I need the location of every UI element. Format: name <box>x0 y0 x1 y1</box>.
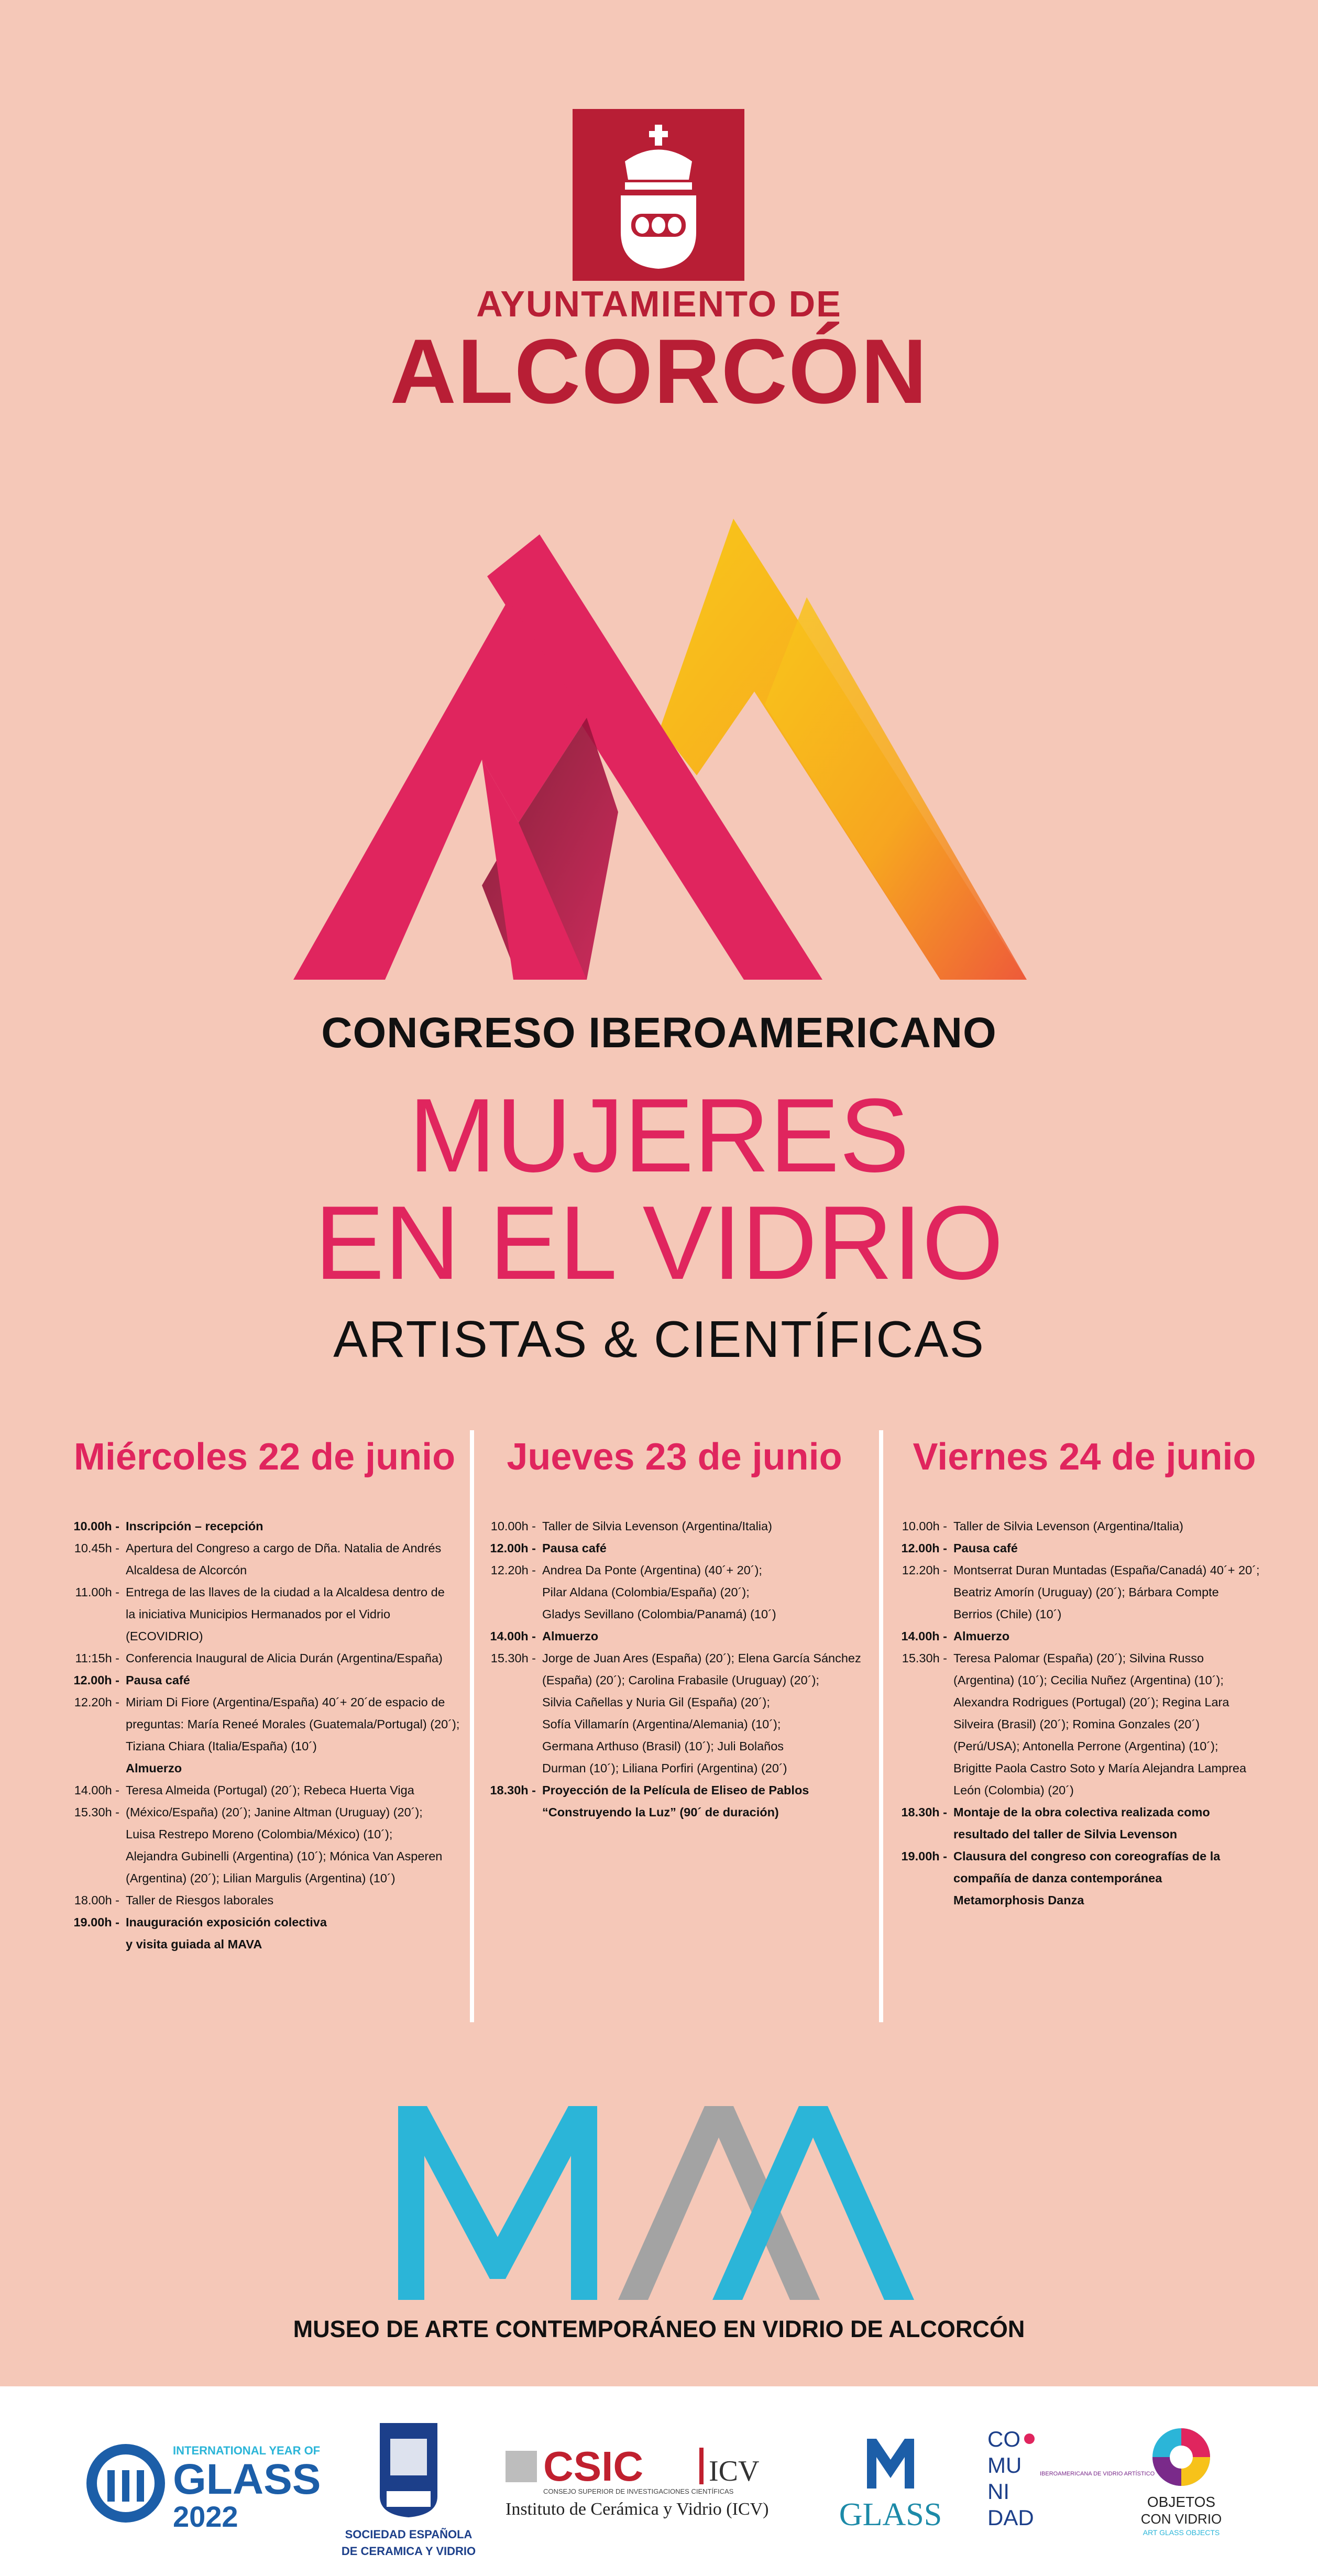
schedule-text: (Argentina) (20´); Lilian Margulis (Argentina) (10´) <box>126 1871 396 1885</box>
schedule-list <box>63 1515 466 1955</box>
schedule-time: 12.00h - <box>490 1541 536 1555</box>
schedule-text: Alcaldesa de Alcorcón <box>126 1563 247 1577</box>
schedule-row <box>891 1581 1278 1603</box>
svg-text:CONSEJO SUPERIOR DE INVESTIGAC: CONSEJO SUPERIOR DE INVESTIGACIONES CIENTÍFICAS <box>543 2487 734 2495</box>
schedule-text: “Construyendo la Luz” (90´ de duración) <box>542 1805 779 1819</box>
schedule-row <box>63 1889 466 1911</box>
schedule-time: 11:15h - <box>75 1651 119 1665</box>
schedule-time <box>63 1735 126 1757</box>
schedule-text: preguntas: María Reneé Morales (Guatemala/Portugal) (20´); <box>126 1717 460 1731</box>
schedule-row <box>63 1537 466 1559</box>
schedule-time <box>63 1823 126 1845</box>
schedule-row <box>891 1691 1278 1713</box>
schedule-row <box>63 1625 466 1647</box>
schedule-text: Silveira (Brasil) (20´); Romina Gonzales (20´) <box>953 1717 1200 1731</box>
svg-text:Instituto de Cerámica y Vidrio: Instituto de Cerámica y Vidrio (ICV) <box>506 2500 769 2519</box>
schedule-row <box>891 1669 1278 1691</box>
svg-text:NI: NI <box>987 2479 1009 2504</box>
schedule-time: 15.30h - <box>74 1805 119 1819</box>
svg-text:MU: MU <box>987 2453 1022 2478</box>
schedule-row <box>891 1625 1278 1647</box>
day-title: Miércoles 22 de junio <box>73 1436 456 1478</box>
schedule-time <box>891 1779 953 1801</box>
schedule-text: Beatriz Amorín (Uruguay) (20´); Bárbara Compte <box>953 1585 1219 1599</box>
subtitle: ARTISTAS & CIENTÍFICAS <box>333 1310 985 1368</box>
mava-logo <box>398 2106 917 2300</box>
schedule-text: Montserrat Duran Muntadas (España/Canadá) 40´+ 20´; <box>953 1563 1260 1577</box>
schedule-time <box>479 1691 542 1713</box>
schedule-row <box>891 1801 1278 1823</box>
schedule-time: 18.00h - <box>74 1893 119 1907</box>
sociedad-espanola-ceramica-vidrio-logo <box>341 2418 477 2570</box>
schedule-row <box>891 1845 1278 1867</box>
schedule-row <box>891 1889 1278 1911</box>
schedule-time <box>479 1801 542 1823</box>
schedule-row <box>63 1801 466 1823</box>
schedule-text: Durman (10´); Liliana Porfiri (Argentina) (20´) <box>542 1761 787 1775</box>
schedule-time <box>479 1669 542 1691</box>
schedule-time: 15.30h - <box>490 1651 536 1665</box>
schedule-time: 11.00h - <box>75 1585 119 1599</box>
schedule-text: Taller de Silvia Levenson (Argentina/Italia) <box>953 1519 1183 1533</box>
schedule-row <box>63 1933 466 1955</box>
svg-text:SOCIEDAD ESPAÑOLA: SOCIEDAD ESPAÑOLA <box>345 2528 473 2541</box>
schedule-row <box>891 1647 1278 1669</box>
schedule-row <box>63 1735 466 1757</box>
schedule-text: Germana Arthuso (Brasil) (10´); Juli Bolaños <box>542 1739 784 1753</box>
museum-name: MUSEO DE ARTE CONTEMPORÁNEO EN VIDRIO DE ALCORCÓN <box>293 2316 1025 2342</box>
schedule-time: 19.00h - <box>73 1915 119 1929</box>
schedule-time <box>63 1603 126 1625</box>
svg-text:CON VIDRIO: CON VIDRIO <box>1140 2511 1222 2527</box>
congreso-heading: CONGRESO IBEROAMERICANO <box>321 1009 997 1057</box>
schedule-row <box>479 1647 870 1669</box>
column-divider <box>879 1430 883 2022</box>
svg-text:DAD: DAD <box>987 2505 1034 2530</box>
schedule-time <box>63 1933 126 1955</box>
schedule-row <box>479 1691 870 1713</box>
schedule-text: Tiziana Chiara (Italia/España) (10´) <box>126 1739 317 1753</box>
schedule-row <box>63 1713 466 1735</box>
svg-text:CO: CO <box>987 2427 1020 2451</box>
schedule-row <box>891 1867 1278 1889</box>
svg-text:GLASS: GLASS <box>839 2497 942 2533</box>
schedule-time <box>891 1735 953 1757</box>
schedule-row <box>63 1581 466 1603</box>
day-column-wednesday <box>63 1435 466 1955</box>
comunidad-iberoamericana-logo <box>982 2423 1155 2538</box>
schedule-row <box>479 1735 870 1757</box>
schedule-text: Sofía Villamarín (Argentina/Alemania) (10´); <box>542 1717 781 1731</box>
schedule-text: Miriam Di Fiore (Argentina/España) 40´+ 20´de espacio de <box>126 1695 445 1709</box>
schedule-time: 18.30h - <box>901 1805 947 1819</box>
schedule-row <box>891 1515 1278 1537</box>
schedule-row <box>479 1603 870 1625</box>
schedule-time: 10.00h - <box>73 1519 119 1533</box>
svg-text:DE CERAMICA Y VIDRIO: DE CERAMICA Y VIDRIO <box>341 2545 476 2558</box>
schedule-text: Alexandra Rodrigues (Portugal) (20´); Regina Lara <box>953 1695 1229 1709</box>
schedule-time <box>63 1625 126 1647</box>
schedule-text: Inscripción – recepción <box>126 1519 263 1533</box>
schedule-text: Pausa café <box>542 1541 607 1555</box>
svg-text:CSIC: CSIC <box>543 2443 644 2490</box>
schedule-row <box>891 1735 1278 1757</box>
schedule-time: 12.20h - <box>74 1695 119 1709</box>
schedule-text: (México/España) (20´); Janine Altman (Uruguay) (20´); <box>126 1805 423 1819</box>
schedule-time <box>479 1713 542 1735</box>
schedule-row <box>891 1603 1278 1625</box>
schedule-time <box>63 1867 126 1889</box>
schedule-text: Berrios (Chile) (10´) <box>953 1607 1062 1621</box>
title-line1: MUJERES <box>409 1077 909 1194</box>
schedule-time <box>479 1757 542 1779</box>
schedule-row <box>63 1779 466 1801</box>
schedule-row <box>479 1581 870 1603</box>
schedule-time <box>891 1867 953 1889</box>
ayuntamiento-line1: AYUNTAMIENTO DE <box>476 283 842 324</box>
schedule-row <box>63 1691 466 1713</box>
schedule-time <box>63 1845 126 1867</box>
schedule-row <box>479 1559 870 1581</box>
svg-text:IBEROAMERICANA DE VIDRIO ARTÍS: IBEROAMERICANA DE VIDRIO ARTÍSTICO <box>1040 2471 1155 2477</box>
schedule-time <box>891 1823 953 1845</box>
schedule-text: la iniciativa Municipios Hermanados por el Vidrio <box>126 1607 391 1621</box>
schedule-time: 12.00h - <box>73 1673 119 1687</box>
title-line2: EN EL VIDRIO <box>314 1185 1004 1301</box>
schedule-row <box>891 1559 1278 1581</box>
schedule-row <box>479 1669 870 1691</box>
m-glass-logo <box>815 2428 966 2533</box>
schedule-time <box>891 1669 953 1691</box>
schedule-time <box>63 1559 126 1581</box>
schedule-list <box>891 1515 1278 1911</box>
schedule-time <box>479 1581 542 1603</box>
schedule-row <box>479 1779 870 1801</box>
schedule-text: Brigitte Paola Castro Soto y María Alejandra Lamprea <box>953 1761 1247 1775</box>
schedule-row <box>891 1779 1278 1801</box>
day-column-friday <box>891 1435 1278 1911</box>
schedule-text: Teresa Palomar (España) (20´); Silvina Russo <box>953 1651 1204 1665</box>
schedule-list <box>479 1515 870 1823</box>
schedule-row <box>891 1537 1278 1559</box>
schedule-time <box>891 1757 953 1779</box>
schedule-time <box>479 1603 542 1625</box>
schedule-text: Andrea Da Ponte (Argentina) (40´+ 20´); <box>542 1563 762 1577</box>
schedule-time: 14.00h - <box>490 1629 536 1643</box>
schedule-text: Inauguración exposición colectiva <box>126 1915 327 1929</box>
schedule-text: Taller de Silvia Levenson (Argentina/Italia) <box>542 1519 772 1533</box>
schedule-time <box>891 1603 953 1625</box>
crown-shield-icon <box>573 109 744 281</box>
congress-m-logo <box>293 519 1027 990</box>
schedule-time: 12.20h - <box>490 1563 536 1577</box>
schedule-row <box>63 1559 466 1581</box>
international-year-of-glass-logo <box>84 2434 335 2533</box>
schedule-text: Montaje de la obra colectiva realizada como <box>953 1805 1210 1819</box>
schedule-text: Metamorphosis Danza <box>953 1893 1084 1907</box>
ayuntamiento-line2: ALCORCÓN <box>390 321 928 423</box>
schedule-time: 10.00h - <box>902 1519 947 1533</box>
schedule-text: Proyección de la Película de Eliseo de Pablos <box>542 1783 809 1797</box>
svg-text:INTERNATIONAL YEAR OF: INTERNATIONAL YEAR OF <box>173 2444 321 2457</box>
day-title: Viernes 24 de junio <box>913 1436 1256 1478</box>
schedule-row <box>63 1603 466 1625</box>
schedule-text: (ECOVIDRIO) <box>126 1629 203 1643</box>
schedule-time <box>891 1581 953 1603</box>
schedule-time: 10.00h - <box>490 1519 536 1533</box>
csic-icv-logo <box>506 2441 767 2520</box>
day-column-thursday <box>479 1435 870 1823</box>
schedule-time: 18.30h - <box>490 1783 536 1797</box>
schedule-text: Pilar Aldana (Colombia/España) (20´); <box>542 1585 750 1599</box>
schedule-text: (España) (20´); Carolina Frabasile (Uruguay) (20´); <box>542 1673 819 1687</box>
svg-text:2022: 2022 <box>173 2500 238 2533</box>
schedule-time: 14.00h - <box>74 1783 119 1797</box>
schedule-time: 14.00h - <box>901 1629 947 1643</box>
schedule-text: (Argentina) (10´); Cecilia Nuñez (Argentina) (10´); <box>953 1673 1224 1687</box>
schedule-text: resultado del taller de Silvia Levenson <box>953 1827 1178 1841</box>
svg-text:GLASS: GLASS <box>173 2456 321 2503</box>
schedule-row <box>63 1911 466 1933</box>
schedule-text: (Perú/USA); Antonella Perrone (Argentina) (10´); <box>953 1739 1218 1753</box>
schedule-time: 19.00h - <box>901 1849 947 1863</box>
schedule-time: 12.20h - <box>902 1563 947 1577</box>
day-title: Jueves 23 de junio <box>507 1436 842 1478</box>
schedule-text: y visita guiada al MAVA <box>126 1937 262 1951</box>
schedule-time <box>63 1713 126 1735</box>
schedule-row <box>63 1845 466 1867</box>
schedule-row <box>63 1757 466 1779</box>
schedule-text: Entrega de las llaves de la ciudad a la Alcaldesa dentro de <box>126 1585 445 1599</box>
schedule-time <box>63 1757 126 1779</box>
schedule-row <box>63 1647 466 1669</box>
schedule-time <box>479 1735 542 1757</box>
schedule-text: Apertura del Congreso a cargo de Dña. Natalia de Andrés <box>126 1541 442 1555</box>
alcorcon-crest-logo <box>573 109 744 281</box>
schedule-row <box>891 1823 1278 1845</box>
schedule-row <box>891 1713 1278 1735</box>
schedule-row <box>63 1823 466 1845</box>
sponsor-footer <box>0 2386 1318 2576</box>
schedule-row <box>891 1757 1278 1779</box>
schedule-text: Jorge de Juan Ares (España) (20´); Elena García Sánchez <box>542 1651 861 1665</box>
schedule-text: Clausura del congreso con coreografías de la <box>953 1849 1221 1863</box>
schedule-text: Silvia Cañellas y Nuria Gil (España) (20´); <box>542 1695 770 1709</box>
schedule-row <box>63 1669 466 1691</box>
svg-text:ART GLASS OBJECTS: ART GLASS OBJECTS <box>1143 2528 1220 2537</box>
schedule-time: 12.00h - <box>901 1541 947 1555</box>
schedule-row <box>479 1625 870 1647</box>
schedule-text: Almuerzo <box>953 1629 1010 1643</box>
svg-text:ICV: ICV <box>709 2455 760 2487</box>
schedule-text: Almuerzo <box>126 1761 182 1775</box>
schedule-row <box>479 1537 870 1559</box>
schedule-text: Almuerzo <box>542 1629 599 1643</box>
column-divider <box>470 1430 474 2022</box>
schedule-time <box>891 1889 953 1911</box>
schedule-row <box>479 1801 870 1823</box>
schedule-text: Pausa café <box>126 1673 190 1687</box>
schedule-text: Gladys Sevillano (Colombia/Panamá) (10´) <box>542 1607 776 1621</box>
schedule-text: Alejandra Gubinelli (Argentina) (10´); Mónica Van Asperen <box>126 1849 443 1863</box>
schedule-time <box>891 1713 953 1735</box>
schedule-row <box>63 1515 466 1537</box>
schedule-time: 15.30h - <box>902 1651 947 1665</box>
schedule-row <box>479 1713 870 1735</box>
schedule-text: Taller de Riesgos laborales <box>126 1893 274 1907</box>
schedule-text: León (Colombia) (20´) <box>953 1783 1074 1797</box>
schedule-row <box>479 1757 870 1779</box>
schedule-text: compañía de danza contemporánea <box>953 1871 1162 1885</box>
svg-text:OBJETOS: OBJETOS <box>1147 2494 1216 2510</box>
schedule-row <box>63 1867 466 1889</box>
schedule-text: Teresa Almeida (Portugal) (20´); Rebeca Huerta Viga <box>126 1783 414 1797</box>
schedule-row <box>479 1515 870 1537</box>
schedule-text: Conferencia Inaugural de Alicia Durán (Argentina/España) <box>126 1651 443 1665</box>
schedule-time: 10.45h - <box>74 1541 119 1555</box>
schedule-time <box>891 1691 953 1713</box>
schedule-text: Luisa Restrepo Moreno (Colombia/México) (10´); <box>126 1827 393 1841</box>
schedule-text: Pausa café <box>953 1541 1018 1555</box>
objetos-con-vidrio-logo <box>1116 2423 1247 2544</box>
